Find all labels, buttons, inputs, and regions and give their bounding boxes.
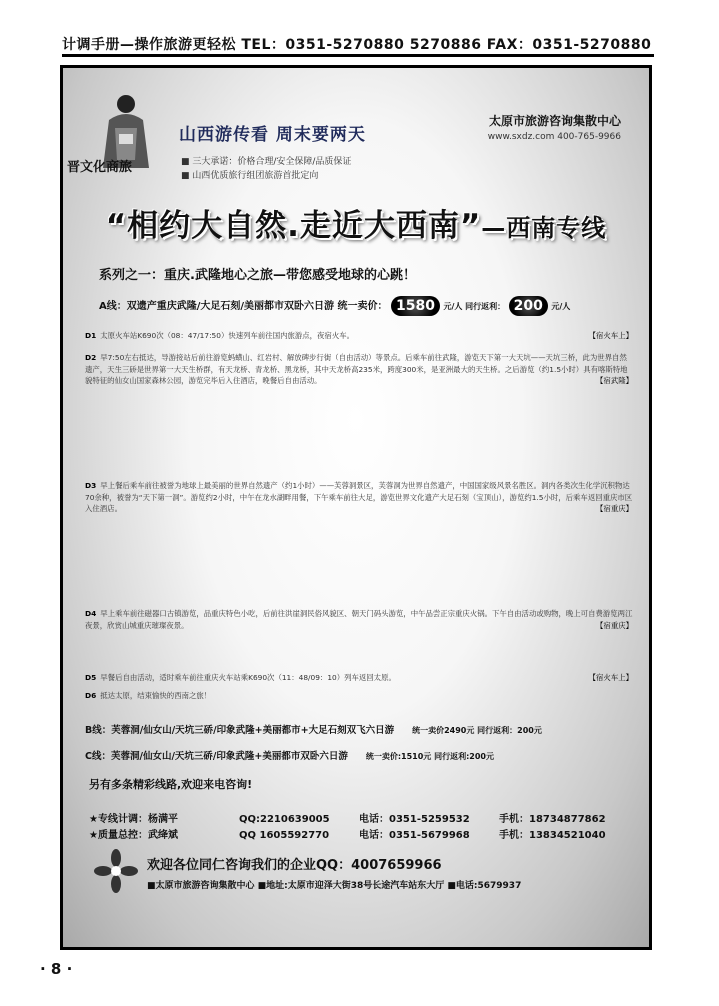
contact-mobile: 手机：13834521040 [499, 830, 606, 841]
route-b [85, 722, 542, 736]
day-label: D5 [85, 673, 97, 682]
route-a-unit: 元/人 同行返利： [443, 302, 506, 311]
address-line: ■太原市旅游咨询集散中心 ■地址:太原市迎泽大街38号长途汽车站东大厅 ■电话:5679937 [147, 881, 522, 891]
series-heading: 系列之一：重庆.武隆地心之旅—带您感受地球的心跳！ [99, 268, 416, 283]
itinerary-day [85, 480, 633, 515]
day-label: D4 [85, 609, 97, 618]
title-main: “相约大自然.走近大西南” [105, 208, 482, 244]
day-text: 早餐后自由活动，适时乘车前往重庆火车站乘K690次（11：48/09：10）列车返回太原。 [100, 673, 396, 682]
contact-tel: 电话：0351-5679968 [359, 830, 470, 841]
route-c-price: 统一卖价:1510元 同行返利:200元 [365, 752, 494, 761]
itinerary-day [85, 672, 633, 684]
route-a-price: 1580 [391, 296, 440, 316]
route-b-price: 统一卖价2490元 同行返利：200元 [412, 726, 542, 735]
contact-role: ★质量总控：武绛斌 [89, 830, 178, 841]
day-text: 早上乘车前往磁器口古镇游览，品重庆特色小吃，后前往洪崖洞民俗风貌区、朝天门码头游览，中午品尝正宗重庆火锅。下午自由活动或购物，晚上可自费游览两江夜景，欣赏山城重庆璀璨夜景。 [85, 609, 633, 630]
day-meal: 【宿重庆】 [596, 504, 633, 513]
day-text: 早7:50左右抵达，导游接站后前往游览蚂蟥山、红岩村、解放碑步行街（自由活动）等景点。后乘车前往武隆，游览天下第一大天坑——天坑三桥，此为世界自然遗产，天生三硚是世界第一大天生桥群，有天龙桥、青龙桥、黑龙桥，其中天龙桥高235米，跨度300米，是亚洲最大的天生桥。之后游览（约1.5小时）具有喀斯特地貌特征的仙女山国家森林公园，游览完毕后入住酒店，晚餐后自由活动。 [85, 353, 628, 385]
center-name: 太原市旅游咨询集散中心 [488, 114, 621, 128]
nature-flower-icon [93, 848, 139, 894]
day-label: D2 [85, 353, 97, 362]
title-sub: —西南专线 [481, 214, 607, 242]
route-a-rebate: 200 [509, 296, 548, 316]
advertisement-panel [60, 65, 652, 950]
brand-logo-text: 晋文化商旅 [67, 160, 133, 175]
route-a-unit: 元/人 [551, 302, 571, 311]
day-label: D6 [85, 691, 97, 700]
contact-role: ★专线计调：杨满平 [89, 814, 178, 825]
route-c [85, 748, 494, 762]
itinerary-day [85, 608, 633, 631]
contact-tel: 电话：0351-5259532 [359, 814, 470, 825]
feature-line: ■ 三大承诺：价格合理/安全保障/品质保证 [181, 157, 352, 167]
contact-row [89, 826, 606, 841]
day-text: 抵达太原，结束愉快的西南之旅！ [100, 691, 212, 700]
feature-line: ■ 山西优质旅行组团旅游首批定向 [181, 171, 319, 181]
day-label: D1 [85, 331, 97, 340]
page-title [63, 200, 649, 245]
day-meal: 【宿重庆】 [596, 620, 633, 630]
itinerary-day [85, 690, 633, 702]
itinerary-day [85, 330, 633, 342]
brand-slogan: 山西游传看 周末要两天 [179, 125, 366, 145]
day-meal: 【宿火车上】 [588, 331, 633, 340]
more-routes-note: 另有多条精彩线路,欢迎来电咨询! [89, 778, 253, 791]
day-label: D3 [85, 481, 97, 490]
contact-row [89, 810, 606, 825]
header-text: 计调手册—操作旅游更轻松 TEL：0351-5270880 5270886 FAX：0351-5270880 [62, 37, 652, 53]
itinerary-day [85, 352, 633, 387]
day-text: 太原火车站K690次（08：47/17:50）快速列车前往国内旅游点，夜宿火车。 [100, 331, 354, 340]
contact-qq: QQ:2210639005 [239, 814, 330, 825]
route-a [99, 296, 570, 316]
day-meal: 【宿武隆】 [596, 376, 633, 385]
route-a-label: A线：双遗产重庆武隆/大足石刻/美丽都市双卧六日游 统一卖价： [99, 301, 388, 312]
day-meal: 【宿火车上】 [588, 673, 633, 682]
route-b-label: B线：芙蓉洞/仙女山/天坑三硚/印象武隆+美丽都市+大足石刻双飞六日游 [85, 725, 395, 736]
center-web: www.sxdz.com 400-765-9966 [487, 132, 621, 142]
contact-qq: QQ 1605592770 [239, 830, 330, 841]
route-c-label: C线：芙蓉洞/仙女山/天坑三硚/印象武隆+美丽都市双卧六日游 [85, 751, 348, 762]
header-divider [62, 54, 654, 57]
welcome-banner: 欢迎各位同仁咨询我们的企业QQ：4007659966 [147, 858, 442, 873]
day-text: 早上餐后乘车前往被誉为地球上最美丽的世界自然遗产（约1小时）——芙蓉洞景区，芙蓉洞为世界自然遗产，中国国家级风景名胜区。洞内各类次生化学沉积物达70余种，被誉为“天下第一洞”。游览约2小时，中午在龙水湖畔用餐，下午乘车前往大足，游览世界文化遗产大足石刻（宝顶山），游览约1.5小时，后乘车返回重庆市区入住酒店。 [85, 481, 633, 513]
page-number: · 8 · [40, 960, 73, 978]
contact-mobile: 手机：18734877862 [499, 814, 606, 825]
